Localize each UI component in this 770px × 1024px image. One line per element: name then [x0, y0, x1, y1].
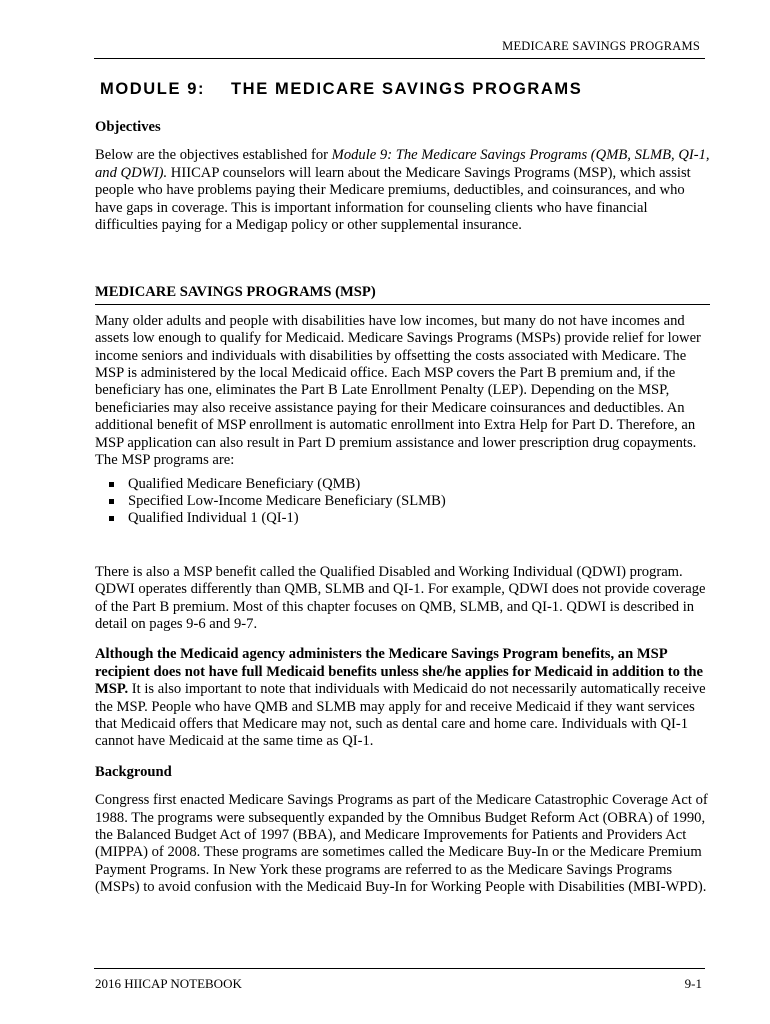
objectives-body: HIICAP counselors will learn about the Medicare Savings Programs (MSP), which assist people who have problems paying their Medicare premiums, deductibles, and coinsurances, and who have gaps in coverage. This is important information for counseling clients who have financial difficulties paying for a Medigap policy or other supplemental insurance.: [95, 164, 691, 234]
list-item: [109, 510, 710, 527]
list-item: [109, 476, 710, 493]
module-title: [100, 80, 720, 99]
msp-program-list: [95, 476, 710, 528]
page-number: 9-1: [684, 976, 702, 991]
objectives-intro: Below are the objectives established for: [95, 147, 332, 164]
list-item-text: Qualified Medicare Beneficiary (QMB): [128, 475, 361, 492]
footer-notebook-title: 2016 HIICAP NOTEBOOK: [95, 976, 242, 991]
background-heading: Background: [95, 763, 172, 780]
msp-paragraph-3-rest: It is also important to note that individuals with Medicaid do not necessarily automatically receive the MSP. People who have QMB and SLMB may apply for and receive Medicaid if they want services that Medicaid offers that Medicare may not, such as dental care and home care. Individuals with QI-1 cannot have Medicaid at the same time as QI-1.: [95, 681, 706, 750]
list-item: [109, 493, 710, 510]
bullet-icon: [109, 516, 114, 521]
msp-bold-statement: Although the Medicaid agency administers the Medicare Savings Program benefits, an MSP recipient does not have full Medicaid benefits unless she/he applies for Medicaid in addition to the MSP.: [95, 646, 703, 698]
msp-paragraph-3: [95, 646, 710, 750]
module-number: MODULE 9:: [100, 80, 206, 98]
list-item-text: Specified Low-Income Medicare Beneficiary (SLMB): [128, 492, 446, 509]
background-paragraph: Congress first enacted Medicare Savings Programs as part of the Medicare Catastrophic Coverage Act of 1988. The programs were subsequently expanded by the Omnibus Budget Reform Act (OBRA) of 1990, the Balanced Budget Act of 1997 (BBA), and Medicare Improvements for Patients and Providers Act (MIPPA) of 2008. These programs are sometimes called the Medicare Buy-In or the Medicare Premium Payment Programs. In New York these programs are referred to as the Medicare Savings Programs (MSPs) to avoid confusion with the Medicaid Buy-In for Working People with Disabilities (MBI-WPD).: [95, 792, 708, 896]
list-item-text: Qualified Individual 1 (QI-1): [128, 510, 299, 527]
objectives-paragraph: [95, 147, 710, 234]
bullet-icon: [109, 499, 114, 504]
module-name: THE MEDICARE SAVINGS PROGRAMS: [231, 80, 583, 98]
module-reference: Module 9: The Medicare Savings Programs (QMB, SLMB, QI-1, and QDWI).: [95, 147, 710, 181]
msp-section-heading: MEDICARE SAVINGS PROGRAMS (MSP): [95, 284, 710, 304]
running-header: MEDICARE SAVINGS PROGRAMS: [502, 39, 700, 53]
bullet-icon: [109, 482, 114, 487]
msp-paragraph-1: Many older adults and people with disabilities have low incomes, but many do not have incomes and assets low enough to qualify for Medicaid. Medicare Savings Programs (MSPs) provide relief for lower income seniors and individuals with disabilities by offsetting the costs associated with Medicare. The MSP is administered by the local Medicaid office. Each MSP covers the Part B premium and, if the beneficiary has one, eliminates the Part B Late Enrollment Penalty (LEP). Depending on the MSP, beneficiaries may also receive assistance paying for their Medicare coinsurances and deductibles. An additional benefit of MSP enrollment is automatic enrollment into Extra Help for Part D. Therefore, an MSP application can also result in Part D premium assistance and lower prescription drug copayments. The MSP programs are:: [95, 312, 701, 469]
page-content: [95, 119, 710, 897]
msp-paragraph-2: There is also a MSP benefit called the Qualified Disabled and Working Individual (QDWI) program. QDWI operates differently than QMB, SLMB and QI-1. For example, QDWI does not provide coverage of the Part B premium. Most of this chapter focuses on QMB, SLMB, and QI-1. QDWI is described in detail on pages 9-6 and 9-7.: [95, 563, 706, 632]
objectives-heading: Objectives: [95, 119, 161, 135]
header-rule: [94, 58, 705, 59]
footer-rule: [94, 968, 705, 969]
